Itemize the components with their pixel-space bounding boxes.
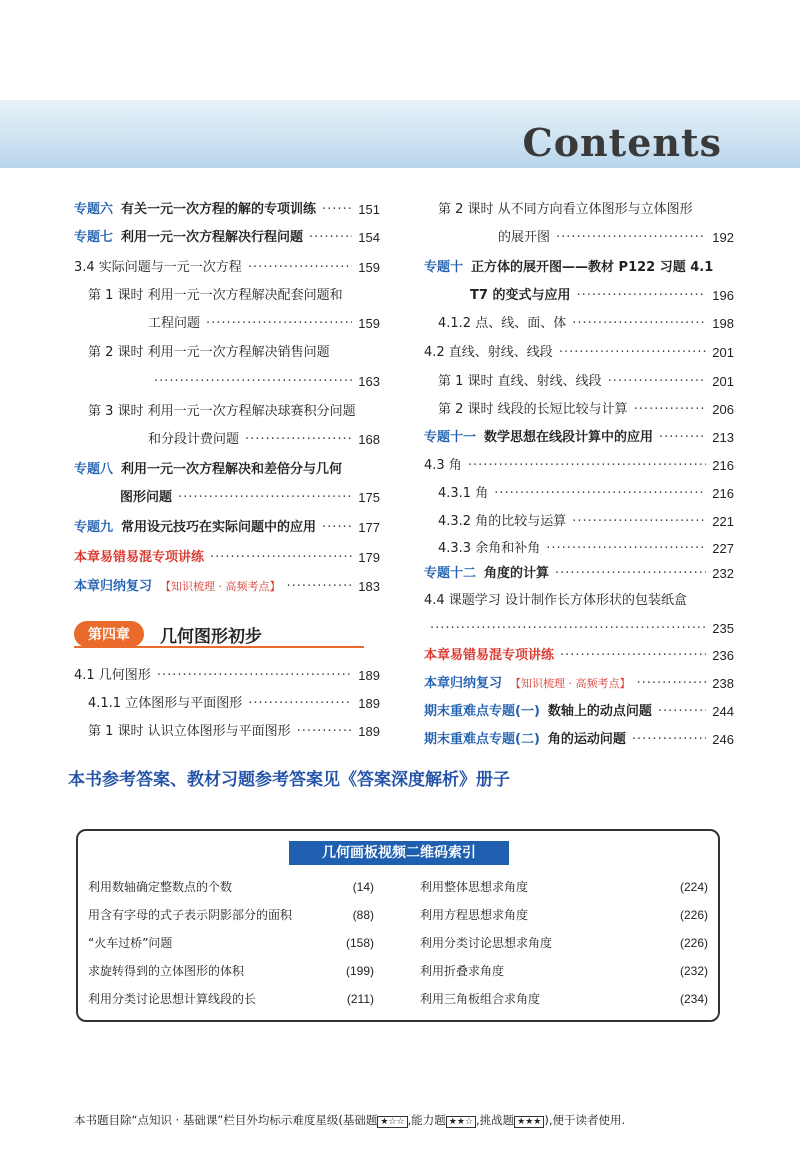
toc-entry-title: 4.2 直线、射线、线段 bbox=[424, 345, 553, 360]
qr-index-page: (234) bbox=[679, 992, 708, 1006]
qr-index-item bbox=[420, 961, 708, 981]
toc-entry-title: 有关一元一次方程的解的专项训练 bbox=[121, 202, 317, 217]
toc-entry-title: 第 1 课时 利用一元一次方程解决配套问题和 bbox=[88, 288, 343, 303]
toc-entry-title: 正方体的展开图——教材 P122 习题 4.1 bbox=[471, 260, 714, 275]
toc-page-number: 179 bbox=[358, 550, 380, 565]
qr-index-text: 利用分类讨论思想求角度 bbox=[420, 936, 553, 950]
toc-entry-title: 【知识梳理 · 高频考点】 bbox=[160, 580, 281, 593]
toc-entry bbox=[88, 342, 380, 364]
toc-entry bbox=[74, 459, 380, 481]
toc-page-number: 213 bbox=[712, 430, 734, 445]
toc-entry bbox=[438, 313, 734, 335]
qr-index-page: (199) bbox=[345, 964, 374, 978]
toc-leader-dots bbox=[178, 487, 352, 509]
qr-index-text: 用含有字母的式子表示阴影部分的面积 bbox=[88, 908, 293, 922]
answer-note: 本书参考答案、教材习题参考答案见《答案深度解析》册子 bbox=[68, 770, 510, 790]
qr-index-text: 利用方程思想求角度 bbox=[420, 908, 529, 922]
toc-leader-dots bbox=[632, 729, 706, 751]
toc-page-number: 189 bbox=[358, 668, 380, 683]
toc-page-number: 198 bbox=[712, 316, 734, 331]
toc-page-number: 206 bbox=[712, 402, 734, 417]
toc-entry bbox=[438, 199, 734, 221]
toc-entry-prefix: 本章归纳复习 bbox=[424, 676, 503, 691]
qr-index-item bbox=[88, 989, 374, 1009]
toc-entry bbox=[74, 576, 380, 598]
toc-leader-dots bbox=[572, 313, 706, 335]
toc-page-number: 201 bbox=[712, 374, 734, 389]
chapter-number-pill: 第四章 bbox=[74, 621, 144, 647]
qr-index-text: 求旋转得到的立体图形的体积 bbox=[88, 964, 245, 978]
toc-entry-title: 4.3.3 余角和补角 bbox=[438, 541, 541, 556]
toc-entry bbox=[120, 487, 380, 509]
qr-index-item bbox=[88, 905, 374, 925]
toc-entry bbox=[424, 729, 734, 751]
qr-index-page: (88) bbox=[352, 908, 374, 922]
toc-leader-dots bbox=[608, 371, 707, 393]
toc-entry-title: 4.1 几何图形 bbox=[74, 668, 151, 683]
toc-entry bbox=[424, 342, 734, 364]
toc-entry-prefix: 专题十一 bbox=[424, 430, 477, 445]
toc-leader-dots bbox=[560, 645, 706, 667]
toc-page-number: 201 bbox=[712, 345, 734, 360]
toc-entry bbox=[88, 693, 380, 715]
toc-page-number: 159 bbox=[358, 316, 380, 331]
toc-entry-title: 4.1.2 点、线、面、体 bbox=[438, 316, 567, 331]
toc-page-number: 196 bbox=[712, 288, 734, 303]
qr-index-page: (158) bbox=[345, 936, 374, 950]
toc-entry bbox=[438, 399, 734, 421]
toc-entry bbox=[438, 371, 734, 393]
toc-leader-dots bbox=[572, 511, 706, 533]
toc-page-number: 232 bbox=[712, 566, 734, 581]
toc-leader-dots bbox=[297, 721, 353, 743]
toc-page-number: 159 bbox=[358, 260, 380, 275]
qr-index-page: (211) bbox=[346, 992, 374, 1006]
toc-leader-dots bbox=[659, 427, 706, 449]
toc-entry-title: 数轴上的动点问题 bbox=[547, 704, 652, 719]
toc-page-number: 163 bbox=[358, 374, 380, 389]
toc-entry-title: 和分段计费问题 bbox=[148, 432, 240, 447]
qr-index-title: 几何画板视频二维码索引 bbox=[289, 841, 509, 865]
qr-index-item bbox=[420, 877, 708, 897]
toc-entry bbox=[88, 285, 380, 307]
toc-leader-dots bbox=[157, 665, 352, 687]
toc-entry-title: 利用一元一次方程解决行程问题 bbox=[121, 230, 304, 245]
toc-page-number: 246 bbox=[712, 732, 734, 747]
toc-entry bbox=[74, 199, 380, 221]
footer-text-2: ,能力题 bbox=[407, 1113, 446, 1127]
contents-header-band bbox=[0, 100, 800, 168]
toc-leader-dots bbox=[154, 371, 352, 393]
toc-entry-title: 4.4 课题学习 设计制作长方体形状的包装纸盒 bbox=[424, 593, 687, 608]
toc-entry-title: 4.3 角 bbox=[424, 458, 462, 473]
qr-index-item bbox=[88, 933, 374, 953]
toc-entry-title: 本章易错易混专项讲练 bbox=[74, 550, 205, 565]
toc-entry bbox=[424, 618, 734, 640]
toc-leader-dots bbox=[322, 199, 352, 221]
toc-leader-dots bbox=[576, 285, 706, 307]
toc-leader-dots bbox=[559, 342, 706, 364]
toc-leader-dots bbox=[658, 701, 706, 723]
toc-page-number: 216 bbox=[712, 486, 734, 501]
toc-entry bbox=[424, 701, 734, 723]
toc-entry bbox=[88, 401, 380, 423]
toc-page-number: 154 bbox=[358, 230, 380, 245]
toc-leader-dots bbox=[287, 576, 353, 598]
toc-entry-title: 的展开图 bbox=[498, 230, 551, 245]
toc-entry bbox=[424, 590, 734, 612]
toc-leader-dots bbox=[245, 429, 352, 451]
qr-index-item bbox=[420, 905, 708, 925]
toc-entry bbox=[74, 665, 380, 687]
toc-entry-title: 数学思想在线段计算中的应用 bbox=[484, 430, 654, 445]
toc-entry-title: 第 3 课时 利用一元一次方程解决球赛积分问题 bbox=[88, 404, 356, 419]
footer-text-4: ),便于读者使用. bbox=[544, 1113, 626, 1127]
toc-leader-dots bbox=[322, 517, 352, 539]
toc-entry bbox=[74, 547, 380, 569]
qr-index-text: 利用折叠求角度 bbox=[420, 964, 505, 978]
toc-leader-dots bbox=[555, 563, 706, 585]
toc-entry bbox=[424, 257, 734, 279]
toc-leader-dots bbox=[634, 399, 707, 421]
contents-title: Contents bbox=[522, 120, 722, 165]
toc-entry-title: 常用设元技巧在实际问题中的应用 bbox=[121, 520, 317, 535]
toc-entry bbox=[148, 313, 380, 335]
chapter-heading bbox=[74, 620, 364, 648]
toc-entry-title: 【知识梳理 · 高频考点】 bbox=[510, 677, 631, 690]
toc-entry bbox=[424, 563, 734, 585]
toc-leader-dots bbox=[309, 227, 352, 249]
toc-entry-title: 利用一元一次方程解决和差倍分与几何 bbox=[121, 462, 343, 477]
toc-page-number: 244 bbox=[712, 704, 734, 719]
toc-page-number: 221 bbox=[712, 514, 734, 529]
toc-entry bbox=[438, 511, 734, 533]
toc-entry-title: 图形问题 bbox=[120, 490, 173, 505]
toc-page-number: 151 bbox=[358, 202, 380, 217]
toc-entry-title: 4.1.1 立体图形与平面图形 bbox=[88, 696, 243, 711]
toc-leader-dots bbox=[206, 313, 352, 335]
toc-entry bbox=[470, 285, 734, 307]
footer-text-3: ,挑战题 bbox=[475, 1113, 515, 1127]
qr-index-page: (14) bbox=[352, 880, 374, 894]
qr-index-text: 利用分类讨论思想计算线段的长 bbox=[88, 992, 257, 1006]
star-basic: ★☆☆ bbox=[377, 1116, 407, 1128]
toc-entry bbox=[438, 538, 734, 560]
toc-entry-title: 角的运动问题 bbox=[547, 732, 626, 747]
toc-leader-dots bbox=[494, 483, 706, 505]
star-challenge: ★★★ bbox=[514, 1116, 544, 1128]
toc-leader-dots bbox=[210, 547, 352, 569]
toc-entry-title: 第 2 课时 线段的长短比较与计算 bbox=[438, 402, 628, 417]
qr-index-page: (226) bbox=[679, 908, 708, 922]
toc-entry-title: 第 1 课时 直线、射线、线段 bbox=[438, 374, 602, 389]
toc-page-number: 177 bbox=[358, 520, 380, 535]
toc-entry-prefix: 专题十 bbox=[424, 260, 464, 275]
qr-index-page: (224) bbox=[679, 880, 708, 894]
toc-page-number: 236 bbox=[712, 648, 734, 663]
toc-entry bbox=[148, 371, 380, 393]
toc-page-number: 238 bbox=[712, 676, 734, 691]
toc-leader-dots bbox=[637, 673, 707, 695]
qr-index-text: 利用数轴确定整数点的个数 bbox=[88, 880, 233, 894]
toc-entry-prefix: 专题六 bbox=[74, 202, 114, 217]
qr-index-page: (232) bbox=[679, 964, 708, 978]
toc-entry-prefix: 期末重难点专题(一) bbox=[424, 704, 540, 719]
toc-entry-title: 4.3.1 角 bbox=[438, 486, 489, 501]
toc-entry-prefix: 专题九 bbox=[74, 520, 114, 535]
toc-entry bbox=[424, 455, 734, 477]
toc-entry bbox=[74, 517, 380, 539]
toc-entry bbox=[74, 257, 380, 279]
toc-page-number: 189 bbox=[358, 724, 380, 739]
qr-index-text: 利用整体思想求角度 bbox=[420, 880, 529, 894]
toc-leader-dots bbox=[546, 538, 706, 560]
toc-page-number: 189 bbox=[358, 696, 380, 711]
toc-entry-title: 工程问题 bbox=[148, 316, 201, 331]
toc-page-number: 192 bbox=[712, 230, 734, 245]
toc-entry-title: 第 2 课时 利用一元一次方程解决销售问题 bbox=[88, 345, 330, 360]
toc-entry-prefix: 期末重难点专题(二) bbox=[424, 732, 540, 747]
toc-entry bbox=[74, 227, 380, 249]
toc-leader-dots bbox=[556, 227, 706, 249]
qr-index-item bbox=[420, 933, 708, 953]
toc-page-number: 183 bbox=[358, 579, 380, 594]
toc-entry bbox=[88, 721, 380, 743]
toc-entry-prefix: 专题八 bbox=[74, 462, 114, 477]
chapter-name: 几何图形初步 bbox=[160, 626, 262, 647]
qr-index-text: “火车过桥”问题 bbox=[88, 936, 173, 950]
toc-entry-title: 第 1 课时 认识立体图形与平面图形 bbox=[88, 724, 291, 739]
toc-entry-title: 4.3.2 角的比较与运算 bbox=[438, 514, 567, 529]
toc-leader-dots bbox=[248, 257, 352, 279]
toc-entry bbox=[424, 673, 734, 695]
difficulty-footer bbox=[74, 1112, 625, 1128]
toc-leader-dots bbox=[248, 693, 352, 715]
qr-index-text: 利用三角板组合求角度 bbox=[420, 992, 541, 1006]
toc-entry bbox=[424, 427, 734, 449]
toc-entry bbox=[498, 227, 734, 249]
qr-index-item bbox=[420, 989, 708, 1009]
top-margin bbox=[0, 0, 800, 100]
toc-entry-title: 3.4 实际问题与一元一次方程 bbox=[74, 260, 242, 275]
toc-entry-prefix: 本章归纳复习 bbox=[74, 579, 153, 594]
toc-page-number: 168 bbox=[358, 432, 380, 447]
toc-leader-dots bbox=[468, 455, 706, 477]
toc-page-number: 235 bbox=[712, 621, 734, 636]
toc-page-number: 175 bbox=[358, 490, 380, 505]
toc-page-number: 216 bbox=[712, 458, 734, 473]
chapter-underline bbox=[74, 646, 364, 648]
qr-index-item bbox=[88, 877, 374, 897]
toc-entry-title: 角度的计算 bbox=[484, 566, 550, 581]
star-ability: ★★☆ bbox=[446, 1116, 476, 1128]
toc-leader-dots bbox=[430, 618, 706, 640]
toc-entry-title: T7 的变式与应用 bbox=[470, 288, 571, 303]
qr-index-page: (226) bbox=[679, 936, 708, 950]
toc-page-number: 227 bbox=[712, 541, 734, 556]
toc-entry-prefix: 专题十二 bbox=[424, 566, 477, 581]
footer-text-1: 本书题目除“点知识 · 基础课”栏目外均标示难度星级(基础题 bbox=[74, 1113, 378, 1127]
toc-entry bbox=[438, 483, 734, 505]
toc-entry-prefix: 专题七 bbox=[74, 230, 114, 245]
toc-entry-title: 第 2 课时 从不同方向看立体图形与立体图形 bbox=[438, 202, 693, 217]
toc-entry bbox=[148, 429, 380, 451]
toc-entry bbox=[424, 645, 734, 667]
toc-entry-title: 本章易错易混专项讲练 bbox=[424, 648, 555, 663]
qr-index-item bbox=[88, 961, 374, 981]
